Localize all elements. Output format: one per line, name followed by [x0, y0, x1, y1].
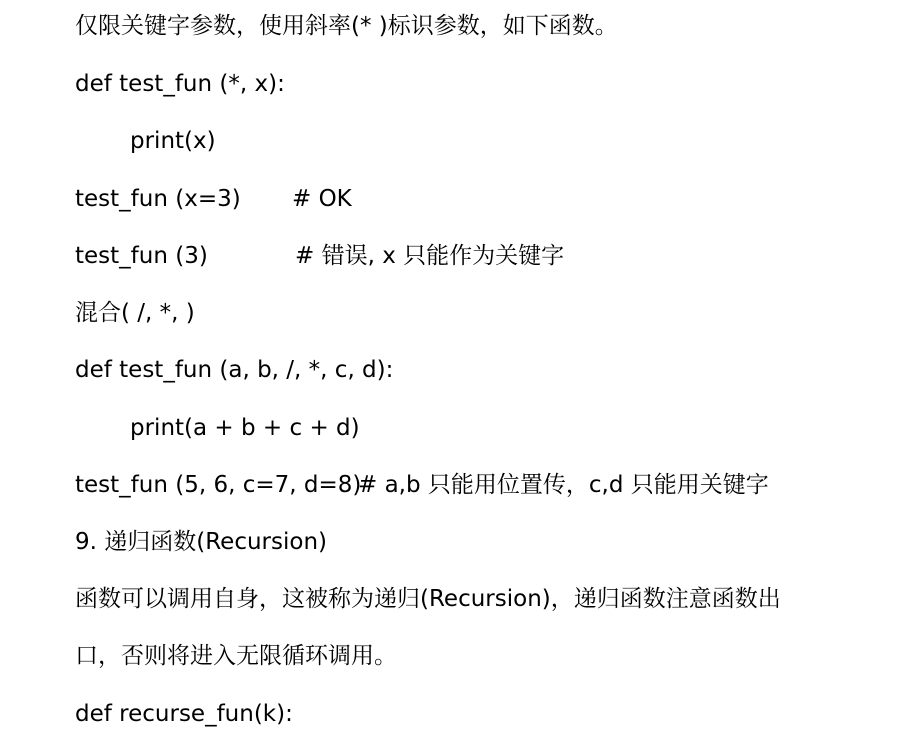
code-line-print-sum: print(a + b + c + d) — [130, 415, 360, 441]
code-call: test_fun (5, 6, c=7, d=8) — [75, 472, 362, 498]
code-line-call-x3 — [75, 179, 352, 219]
paragraph-mixed: 混合( /, *, ) — [75, 300, 195, 326]
code-line-def-test-fun: def test_fun (*, x): — [75, 71, 285, 97]
code-line-call-3 — [75, 236, 565, 276]
code-call: test_fun (3) — [75, 243, 208, 269]
section-heading-recursion: 9. 递归函数(Recursion) — [75, 529, 328, 555]
paragraph-recursion-line-1: 函数可以调用自身，这被称为递归(Recursion)，递归函数注意函数出 — [75, 586, 781, 612]
code-line-def-recurse-fun: def recurse_fun(k): — [75, 701, 293, 727]
code-line-def-test-fun-mixed: def test_fun (a, b, /, *, c, d): — [75, 357, 394, 383]
code-line-call-mixed — [75, 465, 769, 505]
code-comment-positional-keyword: # a,b 只能用位置传，c,d 只能用关键字 — [358, 472, 769, 498]
code-line-print-x: print(x) — [130, 128, 216, 154]
code-call: test_fun (x=3) — [75, 186, 241, 212]
paragraph-keyword-only-params: 仅限关键字参数，使用斜率(* )标识参数，如下函数。 — [75, 13, 618, 39]
code-comment-ok: # OK — [292, 186, 352, 212]
paragraph-recursion-line-2: 口，否则将进入无限循环调用。 — [75, 643, 397, 669]
code-comment-error: # 错误, x 只能作为关键字 — [295, 243, 565, 269]
